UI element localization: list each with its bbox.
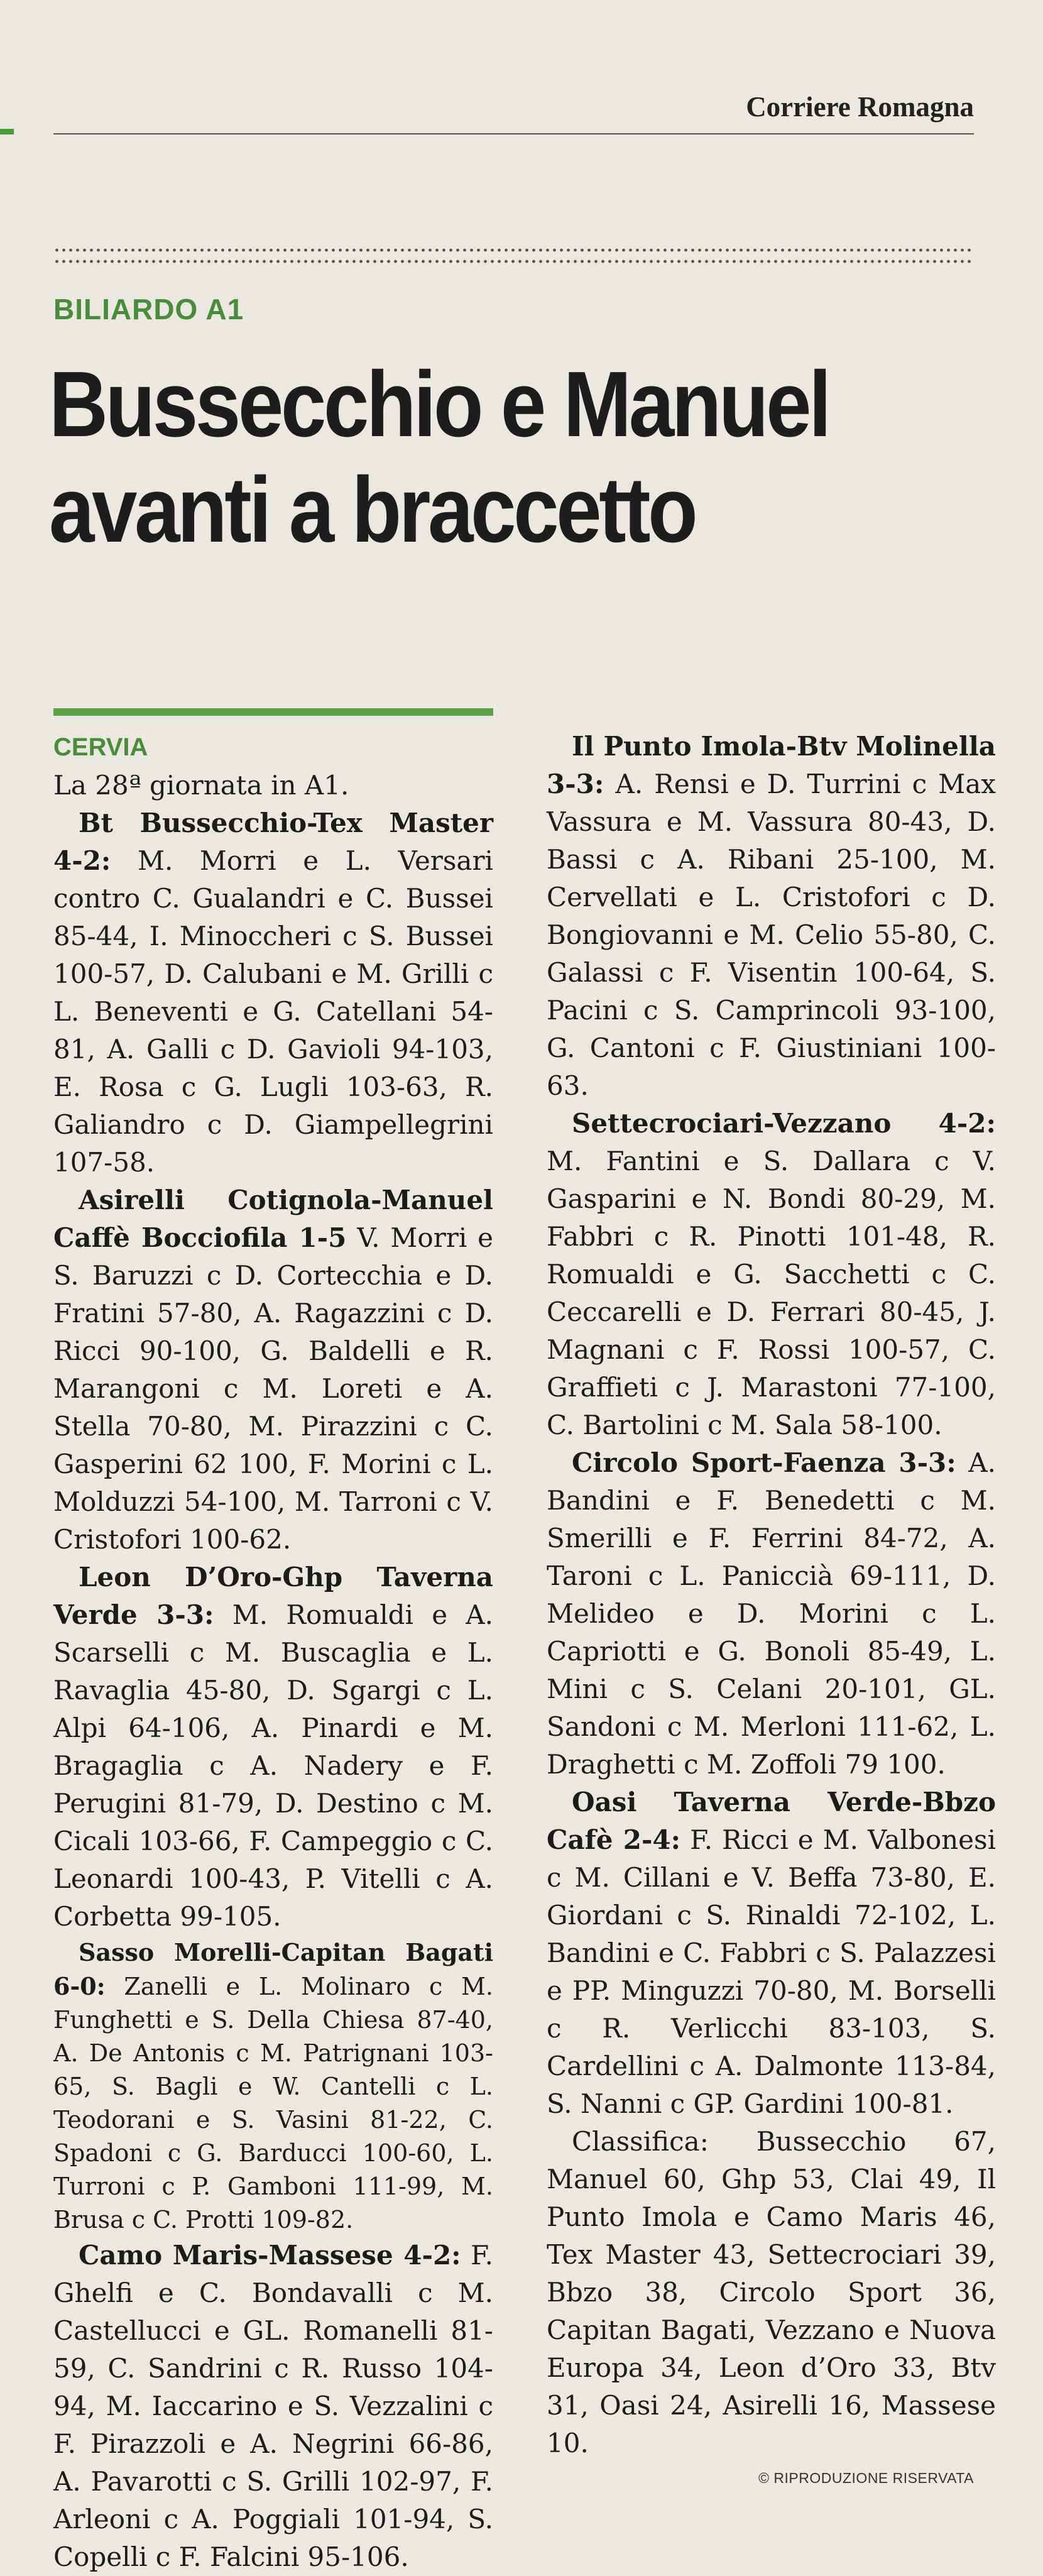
match-report — [53, 1181, 493, 1559]
match-report — [53, 804, 493, 1181]
column-accent-rule — [53, 708, 493, 716]
section-kicker: BILIARDO A1 — [53, 293, 244, 326]
match-details: F. Ghelfi e C. Bondavalli c M. Castellucci e GL. Romanelli 81-59, C. Sandrini c R. Russo 104-94, M. Iaccarino e S. Vezzalini c F. Pirazzoli e A. Negrini 66-86, A. Pavarotti c S. Grilli 102-97, F. Arleoni c A. Poggiali 101-94, S. Copelli c F. Falcini 95-106. — [53, 2240, 493, 2572]
match-teams: Camo Maris-Massese 4-2: — [79, 2240, 461, 2271]
match-details: A. Bandini e F. Benedetti c M. Smerilli e F. Ferrini 84-72, A. Taroni c L. Paniccià 69-111, D. Melideo e D. Morini c L. Capriotti e G. Bonoli 85-49, L. Mini c S. Celani 20-101, GL. Sandoni c M. Merloni 111-62, L. Draghetti c M. Zoffoli 79 100. — [547, 1447, 996, 1780]
match-details: A. Rensi e D. Turrini c Max Vassura e M. Vassura 80-43, D. Bassi c A. Ribani 25-100, M. Cervellati e L. Cristofori c D. Bongiovanni e M. Celio 55-80, C. Galassi c F. Visentin 100-64, S. Pacini c S. Camprincoli 93-100, G. Cantoni c F. Giustiniani 100-63. — [547, 769, 996, 1101]
header-rule — [53, 133, 974, 134]
page-edge-mark — [0, 129, 14, 134]
newspaper-name: Corriere Romagna — [746, 91, 974, 123]
match-details: V. Morri e S. Baruzzi c D. Cortecchia e D. Fratini 57-80, A. Ragazzini c D. Ricci 90-100, G. Baldelli e R. Marangoni c M. Loreti e A. Stella 70-80, M. Pirazzini c C. Gasperini 62 100, F. Morini c L. Molduzzi 54-100, M. Tarroni c V. Cristofori 100-62. — [53, 1222, 493, 1555]
match-report — [547, 1105, 996, 1444]
match-report — [547, 1784, 996, 2123]
match-teams: Leon D’Oro-Ghp Taverna Verde 3-3: — [53, 1562, 493, 1630]
match-report — [53, 1559, 493, 1936]
headline-line: Bussecchio e Manuel — [49, 353, 829, 456]
match-report — [53, 2237, 493, 2576]
dateline-city: CERVIA — [53, 733, 148, 761]
article-headline — [49, 352, 829, 563]
match-teams: Circolo Sport-Faenza 3-3: — [572, 1447, 956, 1478]
match-details: F. Ricci e M. Valbonesi c M. Cillani e V. Beffa 73-80, E. Giordani c S. Rinaldi 72-102, L. Bandini e C. Fabbri c S. Palazzesi e PP. Minguzzi 70-80, M. Borselli c R. Verlicchi 83-103, S. Cardellini c A. Dalmonte 113-84, S. Nanni c GP. Gardini 100-81. — [547, 1824, 996, 2119]
standings-paragraph: Classifica: Bussecchio 67, Manuel 60, Ghp 53, Clai 49, Il Punto Imola e Camo Maris 46, Tex Master 43, Settecrociari 39, Bbzo 38, Circolo Sport 36, Capitan Bagati, Vezzano e Nuova Europa 34, Leon d’Oro 33, Btv 31, Oasi 24, Asirelli 16, Massese 10. — [547, 2126, 996, 2458]
match-report — [547, 728, 996, 1105]
match-details: Zanelli e L. Molinaro c M. Funghetti e S. Della Chiesa 87-40, A. De Antonis c M. Patrignani 103-65, S. Bagli e W. Cantelli c L. Teodorani e S. Vasini 81-22, C. Spadoni c G. Barducci 100-60, L. Turroni c P. Gamboni 111-99, M. Brusa c C. Protti 109-82. — [53, 1973, 493, 2233]
article-column-left — [53, 728, 493, 2576]
match-teams: Oasi Taverna Verde-Bbzo Cafè 2-4: — [547, 1787, 996, 1855]
copyright-notice: © RIPRODUZIONE RISERVATA — [758, 2470, 974, 2486]
intro-paragraph: La 28ª giornata in A1. — [53, 770, 349, 801]
match-teams: Sasso Morelli-Capitan Bagati 6-0: — [53, 1938, 493, 2000]
dotted-divider — [53, 246, 974, 254]
match-teams: Bt Bussecchio-Tex Master 4-2: — [53, 808, 493, 876]
match-details: M. Fantini e S. Dallara c V. Gasparini e N. Bondi 80-29, M. Fabbri c R. Pinotti 101-48, R. Romualdi e G. Sacchetti c C. Ceccarelli e D. Ferrari 80-45, J. Magnani c F. Rossi 100-57, C. Graffieti c J. Marastoni 77-100, C. Bartolini c M. Sala 58-100. — [547, 1146, 996, 1440]
match-report — [547, 1444, 996, 1784]
dotted-divider — [53, 258, 974, 265]
match-teams: Settecrociari-Vezzano 4-2: — [572, 1108, 996, 1139]
article-column-right — [547, 728, 996, 2462]
match-teams: Asirelli Cotignola-Manuel Caffè Bocciofila 1-5 — [53, 1185, 493, 1253]
headline-line: avanti a braccetto — [49, 458, 696, 562]
match-teams: Il Punto Imola-Btv Molinella 3-3: — [547, 731, 996, 799]
match-details: M. Morri e L. Versari contro C. Gualandri e C. Bussei 85-44, I. Minoccheri c S. Bussei 100-57, D. Calubani e M. Grilli c L. Beneventi e G. Catellani 54-81, A. Galli c D. Gavioli 94-103, E. Rosa c G. Lugli 103-63, R. Galiandro c D. Giampellegrini 107-58. — [53, 845, 493, 1178]
match-report — [53, 1936, 493, 2237]
match-details: M. Romualdi e A. Scarselli c M. Buscaglia e L. Ravaglia 45-80, D. Sgargi c L. Alpi 64-106, A. Pinardi e M. Bragaglia c A. Nadery e F. Perugini 81-79, D. Destino c M. Cicali 103-66, F. Campeggio c C. Leonardi 100-43, P. Vitelli c A. Corbetta 99-105. — [53, 1599, 493, 1932]
